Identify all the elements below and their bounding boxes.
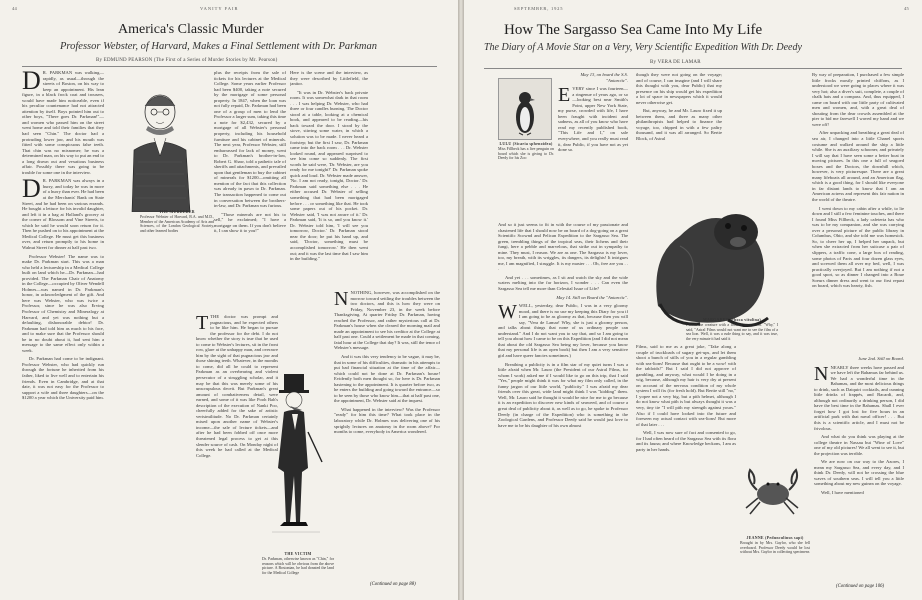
right-continued: (Continued on page 106) xyxy=(836,584,885,589)
lulu-caption-head: LULU (Sicaria sphenoidea) xyxy=(499,142,553,146)
murderer-caption-head: THE MURDERER xyxy=(159,210,195,214)
victim-caption-head: THE VICTIM xyxy=(284,552,312,556)
right-article-title: How The Sargasso Sea Came Into My Life xyxy=(504,22,763,38)
right-col1d-date: May 14. Still on Board the "Antarctic". xyxy=(556,294,628,300)
right-col1-para-3: And yet . . . sometimes, as I sit and watch the sky and the wide waters melting into the far horizon, I wonder . . . Can even the Sargasso Sea tell me more than Celestial Issue of Life? xyxy=(498,274,628,292)
right-column-2-bottom xyxy=(636,344,736,596)
right-col3-para-4: NNEARLY three weeks have passed and we have left the Bahamas far behind us. We had a wonderful time in the Bahamas, and the most delicious things to drink, such as Daiquiri cocktails, and cunning little drinks of frappés, and Bacardi, and, although not ordinarily a drinking person, I did have the best time in the Bahamas. Shall I ever forget how I got lost for five hours in an artificial park with that naval officer! . . . But this is a scientific article, and I must not be frivolous. xyxy=(814,362,904,431)
left-col3-para-3: NNOTHING, however, was accomplished on the morrow toward settling the troubles between the two doctors, and this is how they were on Friday, November 23, in the week before Thanksgiving. At quarter Friday Dr. Parkman, having reached the Professor, and rather mysterious call at Dr. Parkman's house when she cleared the morning mail and made an appointment to see his creditor at the College at half past one. Could a settlement be made in that coming, fatal hour at the College that day? It was, still the tenor of Webster's message. xyxy=(334,290,440,351)
right-col2-para-1: though they were not going on the voyage; and of course, I can imagine (and I will share this thought with you, dear Public) that my presence on his ship would get his expedition a lot of space in newspapers which it would never otherwise get. xyxy=(636,72,722,105)
dropcap-n: N xyxy=(334,290,349,310)
left-col3-para-2: "It was in Dr. Webster's back private room. It was somewhat dark in that room . . . I was helping Dr. Webster, who had three or four candles burning. The Doctor stood at a table, looking at a chemical book, and appeared to be reading—his back toward the door. I stood by the stove, stirring some water, in which a solution was to be made. I never heard a footstep; but the first I saw, Dr. Parkman came into the back room . . . Dr. Webster looked round, and appeared surprised to see him come so suddenly. The first words he said were, 'Dr. Webster, are you ready for me tonight?' Dr. Parkman spoke quick and loud. Dr. Webster made answer, 'No. I am not ready, tonight, Doctor.' Dr. Parkman said something else . . . He either accused Dr. Webster of selling something that had been mortgaged before . . . or something like that. He took some papers out of his pocket. Dr. Webster said, 'I was not aware of it.' Dr. Parkman said, 'It is so, and you know it.' Dr. Webster told him, 'I will see you tomorrow, Doctor.' Dr. Parkman stood near the door; he put his hand up, and said, 'Doctor, something must be accomplished tomorrow.' He then went out; and it was the last time that I saw him in the building." xyxy=(290,89,368,262)
right-col2-para-4: Well, I was now sure of fact and consented to go, for I had often heard of the Sargasso Sea with its flora and its fauna; and where Knowledge beckons, I am as party in her hands. xyxy=(636,430,736,452)
lulu-caption-text: Miss Fillbeck has a live penguin on board which she is giving to Dr. Deedy for his Zoo xyxy=(498,146,554,161)
victim-figure xyxy=(262,372,332,547)
victim-engraving-icon xyxy=(262,372,332,547)
right-folio: 45 xyxy=(904,6,910,11)
sea-lion-photo xyxy=(640,186,780,336)
left-continued: (Continued on page 88) xyxy=(370,582,416,587)
left-col1-para-2: D R. PARKMAN was always in a hurry, and today he was in more of a hurry than ever. He had been at the Merchants' Bank on State Street, and he had been on various errands. He bought a lettuce for his invalid daughter, and left it in a bag at Holland's grocery at the corner of Blossom and Vine Streets, to which he said he would soon return for it. Then he pushed on to his appointment at the Medical College. He must get this business over, and return promptly to his home in Walnut Street for dinner at half past two. xyxy=(22,174,104,250)
right-col3-para-6: We are now on our way to the Azores, I mean my Sargasso Sea, and every day, and I think Dr. Deedy, will not be crossing the blue waves of southern seas. I will tell you a little something about my new guinea on the voyage. xyxy=(814,459,904,487)
right-col2-para-3: Films, said to me as a great joke, "Take along a couple of truckloads of sugary get-ups, and let them shoot a bunch of stills of you in a regular gambling with sea-lions! Because that ought to be a wow! with the tabloids!" But I said I did not approve of gambling, and anyway, what would I be doing in a wig, because, although my hair is very dry at present on account of the nervous condition of my whole system I will fix (for fresh hold). But Bertie still "no," I yopee not a very big, but a pith helmet, although I do not know what pith is but always thought it was a very, tiny tie "I will pith my strength against yours." Also if I could have looked into the future and foreseen my actual contact with sea-lions! But more of that later . . . xyxy=(636,344,736,427)
left-column-2-top xyxy=(214,70,286,318)
left-column-1 xyxy=(22,70,104,596)
right-col3-para-2: After unpacking and breathing a great deal of sea air, I changed into a little Chanel sports costume and walked around the ship a little while. She is an auxiliary schooner, and privately I will say that I have seen some a better boat in moving pictures. In this one a full of seagoed boxes and the Doctors, the downhill which, however, is very picturesque. There are a great many lifeboats all around, and an American flag, which is a good thing, for I should like everyone in far distant lands to know that I am an American actress and represent this fair nation in the world of the theatre. xyxy=(812,130,904,203)
right-byline: By VERA DE LAMAR xyxy=(650,60,701,65)
left-col1-para-1: D R. PARKMAN was walking—rapidly, as usual—through the streets of Boston, on his way to keep an appointment. His lean figure, in a black frock coat and trousers, would have made him noticeable, even if his peculiar countenance had not attracted attention by itself. Boys pointed him out to other boys, "There goes Dr. Parkman!"—and women who passed him on the street went home and told their families that they had seen "Chin." The doctor had a protruding lower jaw, and his mouth was fitted with some conspicuous false teeth. That chin was no misnomer; he was a determined man, on his way to put an end to a long drawn out and vexatious business affair. Possibly there was going to be trouble for some one in the interview. xyxy=(22,70,104,175)
dropcap-w: W xyxy=(498,301,517,324)
left-folio: 44 xyxy=(12,6,18,11)
left-column-3-bottom xyxy=(334,290,440,580)
left-article-subtitle: Professor Webster, of Harvard, Makes a Final Settlement with Dr. Parkman xyxy=(60,41,378,52)
murderer-caption-text: Professor Webster of Harvard, B.A. and M.D., Member of the American Academy of Arts and Sciences, of the London Geological Society, and other learned bodies xyxy=(140,214,214,234)
left-rule xyxy=(22,66,437,67)
right-col1-date: May 13, on board the S.S. "Antarctic". xyxy=(580,72,628,83)
right-page xyxy=(464,0,922,600)
left-col1-para-4: Dr. Parkman had come to be indignant. Professor Webster, who had quickly run through the fortune he inherited from his father, liked to live well and to entertain his friends. Even in Cambridge, and at that date, it was not easy for the Professor to support a wife and three daughters—on the $1200 a year which the University paid him. xyxy=(22,356,104,401)
right-col1-para-1: EVERY since I was fourteen—a ringenue of years ago, or so—looking best near Smith's Point, upper New York State, my purse, crowded with life, I have been fraught with incident and sadness, as all of you know who have read my recently published book, "This Life and I," on sale everywhere, and you really must read it, dear Public, if you have not as yet done so. xyxy=(558,84,628,153)
dropcap-e: E xyxy=(558,84,571,107)
left-col2-para-3: TTHE doctor was prompt and pugnacious, and he expected others to be like him. He began to pursue the professor for the debt. I do not know whether the story is true that he used to come to Webster's lectures, sit in the front row, glare at the unhappy man, and overawe him by the sight of that pugnacious jaw and those shining teeth. Whatever, in the months to come, did all he could to represent Parkman as an overbearing and violent persecutor of a struggling scholar, and it may be that this was merely some of his unscrupulous deceit. But Parkman's great amount of combativeness detail, were earned, and some of it was like Pooh Bah's description of the execution of Nanki Poo, cheerfully added for the sake of artistic verisimilitude. No Dr. Parkman certainly mixed upon another name of Webster's income—the sale of lecture tickets—and after he had been fobbed off once more threatened legal process to get at this slender source of cash. On Monday night of this week he had called at the Medical College. xyxy=(196,314,278,458)
margaret-caption-text: I fixed the creature with a look of utter scorn. "Why," I said, "Astral Films would not want me to see the film of a sea lion. Well, it was a rude thing to say, and it was true, the very minute it had said it xyxy=(686,322,778,342)
left-col2-para-1: plus the receipts from the sale of tickets for his lectures at the Medical College. Some years earlier Professor had been $400, taking a note secured by the mortgage of some personal property. In 1847, when the loan was not fully repaid, Dr. Parkman had been one of a group of men to lend the Professor a larger sum, taking this time a note for $2,432, secured by a mortgage of all Webster's personal property, including his household furniture and his cabinet of minerals. The next year, Professor Webster, still embarrassed for lack of money, went to Dr. Parkman's brother-in-law, Robert G. Shaw, told a pathetic tale of sheriffs and attachments, and prevailed upon that gentleman to buy the cabinet of minerals for $1200—omitting all mention of the fact that this collection was already in pawn to Dr. Parkman. The transaction happened to come out in conversation between the brothers-in-law, and Dr. Parkman was furious. xyxy=(214,70,286,209)
left-col2-para-2: "Those minerals are not his to sell," he exclaimed; "I have a mortgage on them. If you don't believe it, I can show it to you!" xyxy=(214,211,286,234)
right-col3-para-1: By way of preparation, I purchased a few simple little frocks mostly printed chiffons, as I understood we were going to places where it was very hot; also a diver's suit, complete, a couple of chalk hats and a compass. And, thus equipped, I came on board with our little party of cultivated men and women, and, with a great deal of shouting from the dear crowds assembled at the pier to bid me farewell I waved my hand and we were off! xyxy=(812,72,904,127)
lulu-caption xyxy=(498,142,554,161)
left-col3-para-4: And it was this very tendency to be vague, it may be, that in some of his difficulties, dramatic in his attempts to put bad financial situation at the time of the affair—which could not be done at Dr. Parkman's house! Evidently both men thought so, for here is Dr. Parkman hastening to the appointment. It is quarter before two, as he enters the building and going toward the entrance—so to be seen by those who know him—that at half past one, the appointment, Dr. Webster said at the inquest. xyxy=(334,354,440,404)
right-col3-para-5: And what do you think was playing at the college theatre in Nassau but "Wine of Love" one of my old pictures! We all went to see it, but the projection was terrible. xyxy=(814,434,904,456)
jeanne-caption xyxy=(740,536,810,555)
dropcap-d: D xyxy=(22,70,41,95)
right-col1-para-2: And so it just seems to fit in with the course of my passionate and chastened life that I should now be on board of a dog-going on a great Scientific Scownd and Pelican Expedition to the Sargasso Sea. The green, trembling things of the tropical seas, their lichens and their fungi, here a pebble and marvelous, that strike out in sympathy to mine. They must, I reason. We are as one. The Sargasso is my lover, too, my breath, with its wriggles, its dangers, its delights! It intrigues me, I am magnified, I struggle. It is my master . . . Oh, free are you . . . xyxy=(498,222,628,272)
left-article-title: America's Classic Murder xyxy=(118,22,264,37)
victim-caption-text: Dr. Parkman, otherwise known as "Chin," for reasons which will be obvious from the above picture. A Bostonian, he had donated the land for the Medical College xyxy=(262,556,334,576)
right-column-3-bottom xyxy=(814,356,904,578)
right-column-1-top xyxy=(558,72,628,220)
left-column-2 xyxy=(111,70,186,596)
right-col3-para-3: I went down to my cabin after a while, to lie down and I still a few feminine touches, and there I found Miss Fillbeck, a lady cafeteria has who was to be my companion, and she was carrying over a personal picture of the public library in Columbus, Ohio, and she told me was homesick. So, to cheer her up, I helped her unpack, but when she extracted from her suitcase a pair of slippers, a traffic cone, a large box of reading, some photos of Paris and four dozen glass eyes, and screwed them all over my bed, well, I was practically overjoyed. But I am nothing if not a good sport, so as dinner I changed into a Boue Soeurs dinner dress and went to our first repast on board, which was hearty, fish. xyxy=(812,205,904,289)
left-col1-para-3: Professor Webster! The name was to make Dr. Parkman start. This was a man who held a lectureship in a Medical College built on land which he—Dr. Parkman—had provided. The Parkman Chair of Anatomy in the College—occupied by Oliver Wendell Holmes—was named in Dr. Parkman's honor, in acknowledgment of the gift. And here was Webster, who was twice a Professor, since he was also Erving Professor of Chemistry and Mineralogy at Harvard, and yet was nothing but a defaulting, dishonorable debtor! Dr. Parkman had told him as much to his face, and to make sure that the Professor should be in no doubt about it, had sent him a message to the same effect only within a week. xyxy=(22,253,104,353)
penguin-icon xyxy=(499,79,551,139)
jeanne-caption-text: Brought in by Mrs. Gaylor, who she fell overboard. Professor Deedy would be lost without Mrs. Gaylor in collecting specimens xyxy=(740,540,810,555)
dropcap-d-2: D xyxy=(22,174,41,204)
crab-photo xyxy=(740,450,806,530)
dropcap-n-2: N xyxy=(814,362,829,385)
victim-caption xyxy=(262,552,334,576)
right-col3-para-7: Well, I have mentioned xyxy=(821,490,864,496)
right-col1-para-5: Breathing a publicity is in a film star of my quiet turns I was a little afraid when Mr. Lauro (the President of our Astral Films, for whom I work) asked me if I would like to go on this trip, that I said "Yes," people might think it was for what my film only called, in the funny jargon of our little world, "publicity." I was afraid my dear friends over this great, wide land might think I was "kidding" them. Well, Mr. Lauro said he thought it would be nice for me to go because it is an expedition to discover new kinds of seaweed, and of course a great deal of publicity about it, as well as to go, he spoke to Professor Deedy (in charge of the Expedition) who is something in the Zoological Gardens, and Professor Deedy said he would just love to have me to be his daughter of his own almost xyxy=(498,361,628,428)
right-column-1-bottom xyxy=(498,222,628,596)
left-col3-para-1: Here is the scene and the interview, as they were described by Littlefield, the janitor. xyxy=(290,70,368,87)
left-col3-para-5: What happened in the interview? Was the Professor "ready" for him this time? What took place in the laboratory while Dr. Holmes was delivering one of his sprightly lectures on anatomy in the room above? For months to come, everybody in America wondered. xyxy=(334,406,440,435)
right-column-3-top xyxy=(812,72,904,312)
right-col2-para-2: But, anyway, he and Mr. Lauro fixed it up between them, and three as many other philanthropists had helped to finance the voyage, too, chipped in with a few paltry thousand, and it was all arranged. So Bertie Block, of Astral xyxy=(636,108,722,142)
right-column-2-top xyxy=(636,72,722,182)
margaret-caption xyxy=(686,318,778,342)
right-date-line: SEPTEMBER, 1925 xyxy=(514,6,564,11)
left-byline: By EDMUND PEARSON (The First of a Series of Murder Stories by Mr. Pearson) xyxy=(96,58,278,63)
right-col1-para-4: WWELL, yesterday, dear Public, I was in a very gloomy mood, and there is no use my keeping this Diary for you if I am going to be as gloomy as that, because then you will say, "Vera de Lamar! Why, she is just a gloomy person, and talks about things that none of us ordinary people can understand." And I do not want you to say that, and so I am going to tell you about how I came to be on this Expedition (and I did not mean that about the old Sargasso Sea being my lover, because you know that my personal life is an open book) but then I am a very sensitive girl and have queer fancies sometimes.) xyxy=(498,301,628,359)
margaret-caption-head: MARGARET (Phoca vitulina) xyxy=(702,318,761,322)
penguin-photo xyxy=(498,78,552,140)
right-col3-date: June 2nd. Still on Board. xyxy=(858,356,904,361)
crab-icon xyxy=(740,450,806,530)
jeanne-caption-head: JEANNE (Pedunculinus sapi) xyxy=(746,536,804,540)
sea-lion-icon xyxy=(640,186,780,336)
right-article-subtitle: The Diary of A Movie Star on a Very, Very Scientific Expedition With Dr. Deedy xyxy=(484,42,802,53)
dropcap-t: T xyxy=(196,314,209,334)
left-magazine-name: VANITY FAIR xyxy=(200,6,239,11)
left-page xyxy=(0,0,458,600)
right-rule xyxy=(484,68,902,69)
